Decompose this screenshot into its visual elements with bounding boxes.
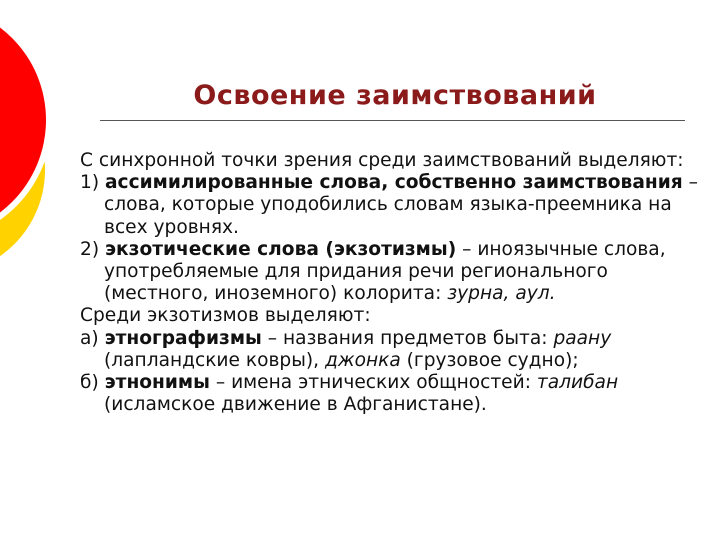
item-b: б) этнонимы – имена этнических общностей: талибан (исламское движение в Афганистане).	[80, 372, 619, 416]
term-exotic: экзотические слова (экзотизмы)	[105, 238, 457, 260]
item-2: 2) экзотические слова (экзотизмы) – иноязычные слова, употребляемые для придания речи регионального (местного, иноземного) колорита: зурна, аул.	[80, 238, 666, 305]
item-a: а) этнографизмы – названия предметов быта: раану (лапландские ковры), джонка (грузовое судно);	[80, 327, 612, 371]
item-1: 1) ассимилированные слова, собственно заимствования – слова, которые уподобились словам языка-преемника на всех уровнях.	[80, 172, 698, 238]
term-assimilated: ассимилированные слова, собственно заимствования	[105, 172, 683, 194]
term-ethnonyms: этнонимы	[104, 372, 210, 394]
slide-title: Освоение заимствований	[193, 80, 597, 111]
example-junk: джонка	[325, 349, 401, 371]
example-taliban: талибан	[536, 372, 619, 394]
slide-body	[80, 150, 700, 416]
term-ethnographisms: этнографизмы	[104, 327, 262, 349]
subintro-paragraph: Среди экзотизмов выделяют:	[80, 305, 371, 327]
example-exotic: зурна, аул.	[447, 283, 556, 305]
decorative-circles	[0, 0, 90, 300]
example-raanu: раану	[553, 327, 612, 349]
intro-paragraph: С синхронной точки зрения среди заимствований выделяют:	[80, 150, 684, 171]
title-divider	[100, 120, 685, 121]
